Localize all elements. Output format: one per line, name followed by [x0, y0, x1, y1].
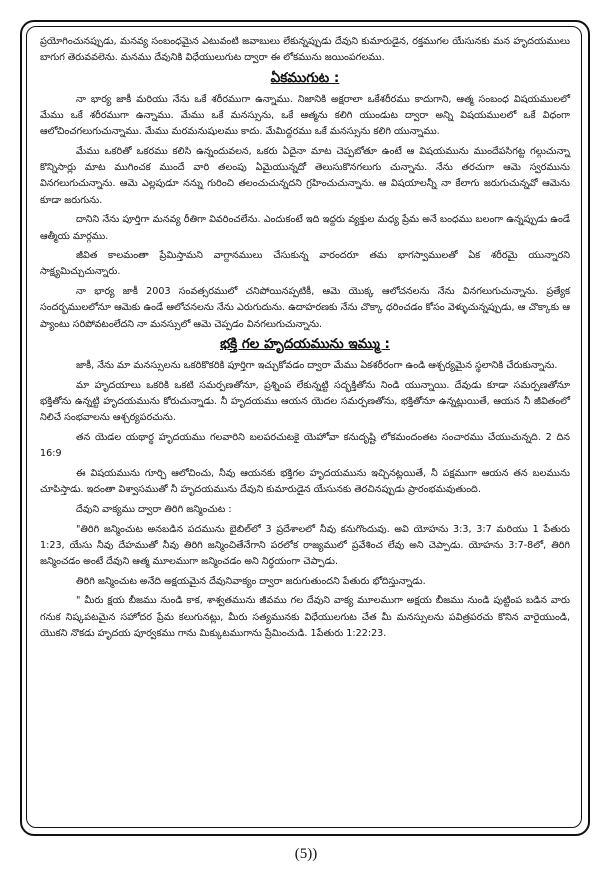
devotion-paragraph-2: మా హృదయాలు ఒకరికి ఒకటి సమర్పణతోనూ, ప్రశ్నింప లేకున్నట్టి సద్భక్తితోను నిండి యున్నాయి. దేవుడు కూడా సమర్పణతోనూ భక్తితోను ఉన్నట్టి హృదయమును కోరుచున్నాడు. నీ హృదయము ఆయన యెదల సమర్పణతోను, భక్తితోనూ ఉన్నట్లుయితే, ఆయన నీ జీవితంలో నిలిచే సంభవాలను ఆశ్చర్యపరచును. — [40, 379, 570, 424]
subheading-born-again: దేవుని వాక్యము ద్వారా తిరిగి జన్మించుట : — [76, 503, 232, 515]
devotion-paragraph-5: "తిరిగి జన్మించుట అనబడిన పదమును బైబిల్‌లో 3 ప్రదేశాలలో నీవు కనుగొందువు. అవి యోహను 3:3, 3:7 మరియు 1 పేతురు 1:23, యేసు నీవు దేహముతో నీవు తిరిగి జన్మించితేనేగాని పరలోక రాజ్యములో ప్రవేశించ లేవు అని చెప్పాడు. యోహను 3:7-8లో, తిరిగి జన్మించడం అంటే దేవుని ఆత్మ మూలముగా జన్మించడం అని నిర్ధయంగా చెప్పాడు. — [40, 523, 570, 567]
oneness-paragraph-1: నా భార్య జాకీ మరియు నేను ఒకే శరీరముగా ఉన్నాము. నిజానికి అక్షరాలా ఒకేశరీరము కాదుగాని, ఆత్మ సంబంధ విషయములలో మేము ఒకే శరీరముగా ఉన్నాము. మేము ఒకే మనస్సును, ఒకే ఆత్మను కలిగి యుండుట ద్వారా అన్ని విషయములలో ఒకే విధంగా ఆలోచించగలుగుచున్నాము. మేము మరమనుషులము కాదు. మేమిద్దరము ఒకే మనస్సును కలిగి యున్నాము. — [40, 93, 570, 138]
section-heading-devoted-heart: భక్తి గల హృదయమును ఇమ్ము : — [220, 336, 390, 353]
oneness-paragraph-2: మేము ఒకరితో ఒకరము కలిసి ఉన్నందువలన, ఒకరు ఏదైనా మాట చెప్పబోతూ ఉంటే ఆ విషయమును ముందేపసిగట్ట గల్గుచున్నా కొన్నిసార్లు మాట ముగించక ముందే వారి తలంపు ఏమైయున్నదో తెలుసుకొనగలుగు చున్నాను. నేను తరచుగా ఆమె స్వరమును వినగలుగుచున్నాను. ఆమె ఎల్లపుడూ నన్ను గురించి తలంచుచున్నదని గ్రహించుచున్నాను. ఆ విషయాలన్నీ నా కేలాగు జరుగుచున్నవో ఆమెను కూడా జరుగును. — [40, 146, 570, 206]
oneness-paragraph-5: నా భార్య జాకీ 2003 సంవత్సరములో చనిపోయినప్పటికీ, ఆమె యొక్క ఆలోచనలను నేను వినగలుగుచున్నాను. ప్రత్యేక సందర్భములలోనూ ఆమెకు ఉండే ఆలోచనలను నేను ఎరుగుదును. ఉదాహరణకు నేను చొక్కా ధరించడం కోసం వెళ్ళుచున్నప్పుడు, ఆ చొక్కాకు ఆ ప్యాంటు సరిపోవటంలేదని నా మనస్సులో ఆమె చెప్పడం వినగలుగుచున్నాను. — [40, 286, 570, 330]
oneness-paragraph-3: దానిని నేను పూర్తిగా మనవ్య రీతిగా వివరించలేను. ఎందుకంటే ఇది ఇద్దరు వ్యక్తుల మధ్య ప్రేమ అనే బంధము బలంగా ఉన్నప్పుడు ఉండే ఆత్మీయ మార్గము. — [40, 214, 570, 242]
devotion-paragraph-3: తన యెడల యథార్థ హృదయము గలవారిని బలపరచుటకై యెహోవా కనుదృష్టి లోకమందంతట సంచారము చేయుచున్నది. 2 దిన 16:9 — [40, 432, 570, 460]
scripture-quote: " మీరు క్షయ బీజము నుండి కాక, శాశ్వతమును జీవము గల దేవుని వాక్య మూలముగా అక్షయ బీజము నుండి పుట్టింప బడిన వారు గనుక నిష్కపటమైన సహోదర ప్రేమ కలుగునట్లు, మీరు సత్యమునకు విధేయులగుట చేత మీ మనస్సులను పవిత్రపరచు కొనిన వారైయుండి, యొకని నొకడు హృదయ పూర్వకము గాను మిక్కుటముగాను ప్రేమించుడి. 1పేతురు 1:22:23. — [40, 595, 570, 639]
devotion-paragraph-6: తిరిగి జన్మించుట అనేది అక్షయమైన దేవునివాక్యం ద్వారా జరుగుతుందని పేతురు భోదిస్తున్నాడు. — [76, 575, 426, 587]
devotion-paragraph-1: జాకీ, నేను మా మనస్సులను ఒకరికొకరికి పూర్తిగా ఇచ్చుకోవడం ద్వారా మేము ఏకశరీరంగా ఉండి ఆశ్చర్యమైన స్థలానికి చేరుకున్నాను. — [76, 360, 558, 372]
intro-paragraph: ప్రయోగించునప్పుడు, మనవ్య సంబంధమైన ఎటువంటి జవాబులు లేకున్నప్పుడు దేవుని కుమారుడైన, రక్తముగల యేసునకు మన హృదయములు బాగుగ తెరువవలెను. మనము దేవునికి విధేయులుగుట ద్వారా ఈ లోకమును జయింపగలము. — [40, 36, 570, 64]
devotion-paragraph-4: ఈ విషయమును గూర్చి ఆలోచించు, నీవు ఆయనకు భక్తిగల హృదయమును ఇచ్చినట్లయితే, నీ పక్షముగా ఆయన తన బలమును చూపిస్తాడు. ఇదంతా విశ్వాసముతో నీ హృదయమును దేవుని కుమారుడైన యేసునకు తెరచినప్పుడు ప్రారంభమవుతుంది. — [40, 467, 570, 496]
section-heading-oneness: ఏకముగుట : — [270, 69, 340, 86]
oneness-paragraph-4: జీవిత కాలమంతా ప్రేమిస్తామని వాగ్దానములు చేసుకున్న వారందరూ తమ భాగస్వాములతో ఏక శరీరమై యున్నారని సాక్ష్యమిచ్చుచున్నారు. — [40, 250, 570, 278]
page-content — [40, 34, 570, 646]
page-number: (5)) — [294, 846, 318, 862]
